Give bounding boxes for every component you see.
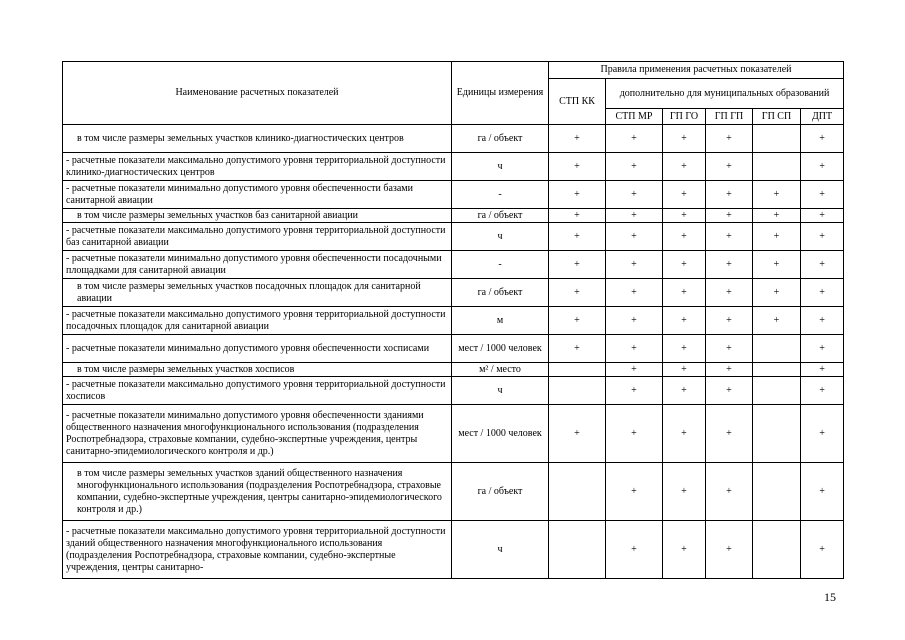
- applicability-mark: +: [801, 125, 844, 153]
- applicability-mark: +: [706, 209, 753, 223]
- applicability-mark: +: [801, 405, 844, 463]
- applicability-mark: +: [663, 521, 706, 579]
- applicability-mark: +: [663, 223, 706, 251]
- header-rules: Правила применения расчетных показателей: [549, 62, 844, 79]
- indicator-unit: мест / 1000 человек: [452, 405, 549, 463]
- applicability-mark: [549, 377, 606, 405]
- applicability-mark: +: [549, 209, 606, 223]
- applicability-mark: +: [801, 279, 844, 307]
- indicator-name: - расчетные показатели минимально допустимого уровня обеспеченности хосписами: [63, 335, 452, 363]
- indicator-unit: ч: [452, 377, 549, 405]
- applicability-mark: +: [606, 251, 663, 279]
- table-row: [63, 181, 844, 209]
- applicability-mark: +: [606, 307, 663, 335]
- indicator-unit: -: [452, 251, 549, 279]
- applicability-mark: [549, 463, 606, 521]
- applicability-mark: [753, 335, 801, 363]
- applicability-mark: +: [606, 223, 663, 251]
- indicator-name: - расчетные показатели минимально допустимого уровня обеспеченности зданиями общественного назначения многофункционального использования (подразделения Роспотребнадзора, страховые компании, судебно-экспертные учреждения, центры санитарно-эпидемиологического контроля и др.): [63, 405, 452, 463]
- applicability-mark: +: [706, 251, 753, 279]
- applicability-mark: +: [549, 125, 606, 153]
- table-row: [63, 335, 844, 363]
- applicability-mark: +: [801, 153, 844, 181]
- applicability-mark: +: [663, 463, 706, 521]
- applicability-mark: [753, 153, 801, 181]
- applicability-mark: +: [663, 405, 706, 463]
- table-row: [63, 209, 844, 223]
- applicability-mark: +: [606, 463, 663, 521]
- header-name-column: Наименование расчетных показателей: [63, 62, 452, 125]
- indicator-name: в том числе размеры земельных участков зданий общественного назначения многофункционального использования (подразделения Роспотребнадзора, страховые компании, судебно-экспертные учреждения, центры санитарно-эпидемиологического контроля и др.): [63, 463, 452, 521]
- applicability-mark: +: [706, 223, 753, 251]
- applicability-mark: +: [801, 521, 844, 579]
- header-stp-mr: СТП МР: [606, 109, 663, 125]
- applicability-mark: +: [549, 405, 606, 463]
- indicator-unit: ч: [452, 153, 549, 181]
- applicability-mark: [549, 363, 606, 377]
- applicability-mark: +: [706, 279, 753, 307]
- applicability-mark: [549, 521, 606, 579]
- applicability-mark: +: [663, 181, 706, 209]
- indicator-unit: м² / место: [452, 363, 549, 377]
- indicator-unit: мест / 1000 человек: [452, 335, 549, 363]
- indicator-unit: -: [452, 181, 549, 209]
- applicability-mark: +: [801, 307, 844, 335]
- applicability-mark: +: [801, 335, 844, 363]
- applicability-mark: +: [663, 377, 706, 405]
- applicability-mark: +: [706, 335, 753, 363]
- applicability-mark: +: [549, 181, 606, 209]
- indicator-name: в том числе размеры земельных участков хосписов: [63, 363, 452, 377]
- indicator-name: - расчетные показатели максимально допустимого уровня территориальной доступности клинико-диагностических центров: [63, 153, 452, 181]
- indicator-name: в том числе размеры земельных участков посадочных площадок для санитарной авиации: [63, 279, 452, 307]
- indicator-unit: м: [452, 307, 549, 335]
- applicability-mark: +: [753, 307, 801, 335]
- applicability-mark: +: [606, 153, 663, 181]
- table-row: [63, 521, 844, 579]
- table-row: [63, 153, 844, 181]
- table-row: [63, 223, 844, 251]
- applicability-mark: +: [753, 251, 801, 279]
- applicability-mark: +: [706, 363, 753, 377]
- applicability-mark: +: [606, 279, 663, 307]
- applicability-mark: +: [606, 335, 663, 363]
- indicators-table: [62, 61, 844, 579]
- applicability-mark: [753, 405, 801, 463]
- applicability-mark: +: [663, 307, 706, 335]
- applicability-mark: [753, 377, 801, 405]
- applicability-mark: +: [663, 335, 706, 363]
- header-dpt: ДПТ: [801, 109, 844, 125]
- applicability-mark: +: [549, 279, 606, 307]
- header-gp-gp: ГП ГП: [706, 109, 753, 125]
- indicator-name: - расчетные показатели минимально допустимого уровня обеспеченности базами санитарной авиации: [63, 181, 452, 209]
- applicability-mark: +: [663, 279, 706, 307]
- applicability-mark: +: [801, 463, 844, 521]
- applicability-mark: +: [663, 153, 706, 181]
- page-number: 15: [824, 590, 836, 604]
- applicability-mark: +: [801, 377, 844, 405]
- applicability-mark: +: [663, 251, 706, 279]
- header-stp-kk: СТП КК: [549, 79, 606, 125]
- table-row: [63, 279, 844, 307]
- applicability-mark: +: [549, 223, 606, 251]
- indicator-unit: га / объект: [452, 125, 549, 153]
- table-row: [63, 463, 844, 521]
- applicability-mark: +: [663, 363, 706, 377]
- indicator-unit: ч: [452, 521, 549, 579]
- table-body: [63, 125, 844, 579]
- applicability-mark: +: [801, 181, 844, 209]
- indicator-unit: га / объект: [452, 463, 549, 521]
- header-additional: дополнительно для муниципальных образований: [606, 79, 844, 109]
- applicability-mark: +: [606, 377, 663, 405]
- table-row: [63, 125, 844, 153]
- applicability-mark: +: [706, 521, 753, 579]
- applicability-mark: [753, 125, 801, 153]
- applicability-mark: +: [549, 153, 606, 181]
- table-row: [63, 405, 844, 463]
- indicator-unit: ч: [452, 223, 549, 251]
- indicator-name: в том числе размеры земельных участков баз санитарной авиации: [63, 209, 452, 223]
- table-row: [63, 377, 844, 405]
- applicability-mark: +: [801, 251, 844, 279]
- applicability-mark: +: [706, 377, 753, 405]
- applicability-mark: +: [663, 125, 706, 153]
- applicability-mark: +: [549, 307, 606, 335]
- applicability-mark: +: [706, 181, 753, 209]
- applicability-mark: +: [663, 209, 706, 223]
- table-row: [63, 363, 844, 377]
- table-row: [63, 251, 844, 279]
- applicability-mark: +: [753, 223, 801, 251]
- applicability-mark: +: [753, 279, 801, 307]
- applicability-mark: +: [706, 463, 753, 521]
- applicability-mark: +: [606, 209, 663, 223]
- indicator-name: - расчетные показатели максимально допустимого уровня территориальной доступности баз санитарной авиации: [63, 223, 452, 251]
- header-gp-sp: ГП СП: [753, 109, 801, 125]
- applicability-mark: +: [706, 307, 753, 335]
- applicability-mark: +: [549, 335, 606, 363]
- indicator-name: - расчетные показатели максимально допустимого уровня территориальной доступности зданий общественного назначения многофункционального использования (подразделения Роспотребнадзора, страховые компании, судебно-экспертные учреждения, центры санитарно-: [63, 521, 452, 579]
- applicability-mark: +: [606, 125, 663, 153]
- indicator-name: - расчетные показатели максимально допустимого уровня территориальной доступности посадочных площадок для санитарной авиации: [63, 307, 452, 335]
- applicability-mark: +: [606, 363, 663, 377]
- indicator-name: - расчетные показатели максимально допустимого уровня территориальной доступности хосписов: [63, 377, 452, 405]
- applicability-mark: +: [549, 251, 606, 279]
- applicability-mark: [753, 463, 801, 521]
- applicability-mark: +: [706, 125, 753, 153]
- applicability-mark: +: [801, 363, 844, 377]
- applicability-mark: +: [606, 521, 663, 579]
- applicability-mark: [753, 363, 801, 377]
- header-gp-go: ГП ГО: [663, 109, 706, 125]
- applicability-mark: +: [801, 209, 844, 223]
- header-units-column: Единицы измерения: [452, 62, 549, 125]
- applicability-mark: +: [606, 405, 663, 463]
- indicator-name: в том числе размеры земельных участков клинико-диагностических центров: [63, 125, 452, 153]
- applicability-mark: [753, 521, 801, 579]
- applicability-mark: +: [706, 153, 753, 181]
- applicability-mark: +: [706, 405, 753, 463]
- indicator-unit: га / объект: [452, 209, 549, 223]
- applicability-mark: +: [753, 181, 801, 209]
- applicability-mark: +: [801, 223, 844, 251]
- indicator-name: - расчетные показатели минимально допустимого уровня обеспеченности посадочными площадками для санитарной авиации: [63, 251, 452, 279]
- table-row: [63, 307, 844, 335]
- indicator-unit: га / объект: [452, 279, 549, 307]
- applicability-mark: +: [753, 209, 801, 223]
- applicability-mark: +: [606, 181, 663, 209]
